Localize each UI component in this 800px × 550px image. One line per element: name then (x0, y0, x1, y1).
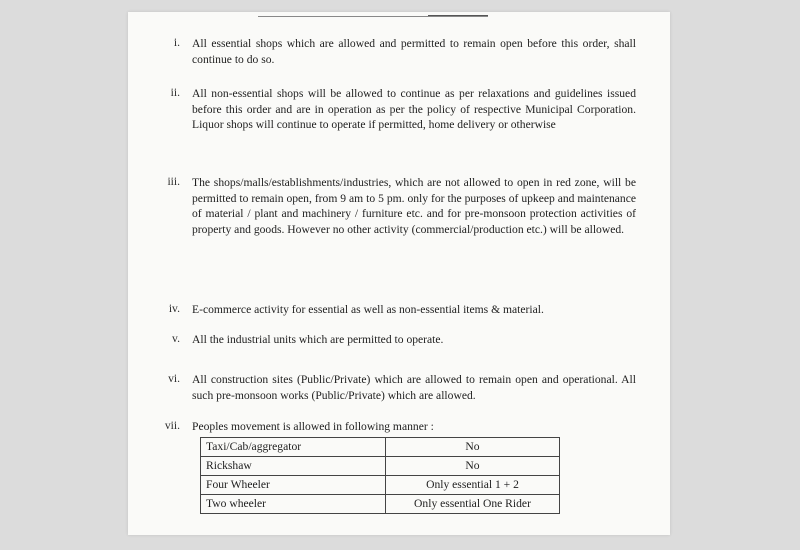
rule-cell: Only essential One Rider (386, 495, 560, 514)
item-numeral: iv. (168, 302, 180, 315)
rule-cell: No (386, 438, 560, 457)
item-text: Peoples movement is allowed in following manner : (192, 420, 434, 433)
item-text: All non-essential shops will be allowed to continue as per relaxations and guidelines issued before this order and are in operation as per the policy of respective Municipal Corporation. Liquor shops will continue to operate if permitted, home delivery or otherwise (192, 87, 636, 132)
item-text: All construction sites (Public/Private) which are allowed to remain open and operational. All such pre-monsoon works (Public/Private) which are allowed. (192, 373, 636, 402)
document-page (128, 12, 670, 535)
table-row (201, 438, 560, 457)
item-text: E-commerce activity for essential as well as non-essential items & material. (192, 303, 544, 316)
item-text: The shops/malls/establishments/industries, which are not allowed to open in red zone, will be permitted to remain open, from 9 am to 5 pm. only for the purposes of upkeep and maintenance of material / plant and machinery / furniture etc. and for pre-monsoon protection activities of property and goods. However no other activity (commercial/production etc.) will be allowed. (192, 176, 636, 236)
table-row (201, 457, 560, 476)
mode-cell: Taxi/Cab/aggregator (201, 438, 386, 457)
movement-table (200, 437, 560, 514)
rule-cell: No (386, 457, 560, 476)
item-text: All essential shops which are allowed and permitted to remain open before this order, shall continue to do so. (192, 37, 636, 66)
table-row (201, 495, 560, 514)
item-numeral: iii. (167, 175, 180, 188)
mode-cell: Rickshaw (201, 457, 386, 476)
mode-cell: Two wheeler (201, 495, 386, 514)
mode-cell: Four Wheeler (201, 476, 386, 495)
item-numeral: i. (173, 36, 180, 49)
table-row (201, 476, 560, 495)
item-numeral: ii. (170, 86, 180, 99)
cropped-underline (428, 12, 488, 16)
item-numeral: v. (172, 332, 180, 345)
item-text: All the industrial units which are permitted to operate. (192, 333, 444, 346)
item-numeral: vi. (168, 372, 180, 385)
rule-cell: Only essential 1 + 2 (386, 476, 560, 495)
item-numeral: vii. (164, 419, 180, 432)
